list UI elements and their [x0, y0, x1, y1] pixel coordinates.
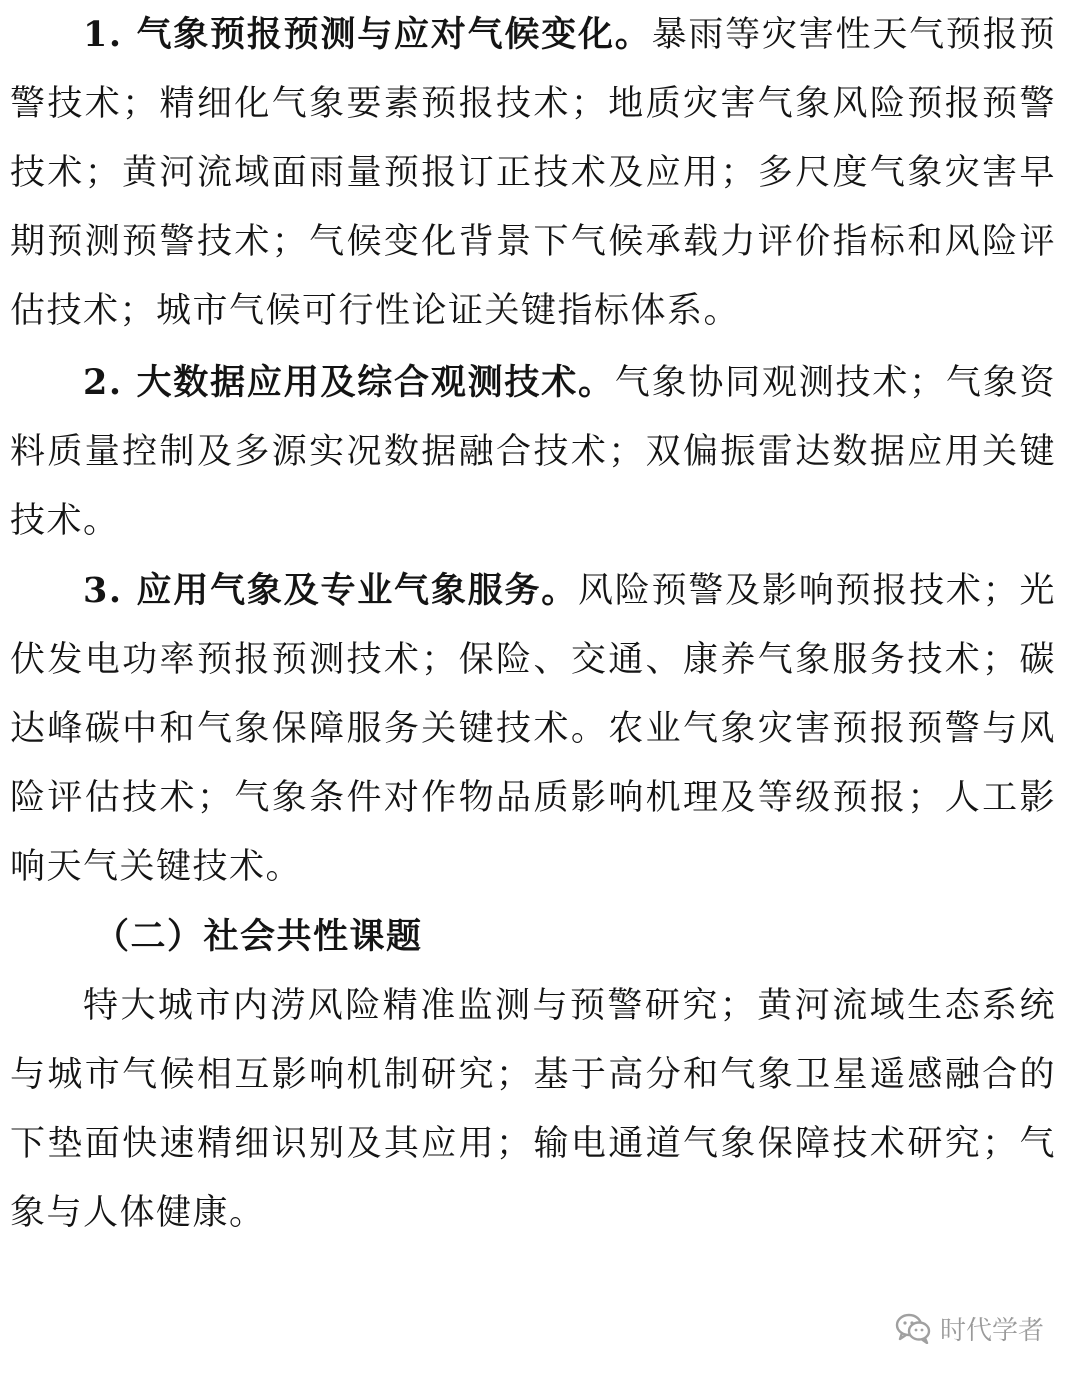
paragraph-heading: 2. 大数据应用及综合观测技术。 — [83, 362, 615, 403]
paragraph-big-data — [10, 348, 1056, 556]
wechat-icon — [894, 1312, 932, 1344]
paragraph-social-topics: 特大城市内涝风险精准监测与预警研究；黄河流域生态系统与城市气候相互影响机制研究；基于高分和气象卫星遥感融合的下垫面快速精细识别及其应用；输电通道气象保障技术研究；气象与人体健康。 — [10, 986, 1056, 1233]
paragraph-body: 风险预警及影响预报技术；光伏发电功率预报预测技术；保险、交通、康养气象服务技术；碳达峰碳中和气象保障服务关键技术。农业气象灾害预报预警与风险评估技术；气象条件对作物品质影响机理及等级预报；人工影响天气关键技术。 — [10, 571, 1056, 887]
paragraph-heading: 3. 应用气象及专业气象服务。 — [83, 570, 578, 611]
paragraph-weather-forecast — [10, 0, 1056, 346]
paragraph-body: 暴雨等灾害性天气预报预警技术；精细化气象要素预报技术；地质灾害气象风险预报预警技术；黄河流域面雨量预报订正技术及应用；多尺度气象灾害早期预测预警技术；气候变化背景下气候承载力评价指标和风险评估技术；城市气候可行性论证关键指标体系。 — [10, 15, 1056, 331]
paragraph-body: 气象协同观测技术；气象资料质量控制及多源实况数据融合技术；双偏振雷达数据应用关键技术。 — [10, 363, 1056, 541]
watermark — [894, 1308, 1044, 1348]
paragraph-heading: 1. 气象预报预测与应对气候变化。 — [83, 14, 652, 55]
section-title: （二）社会共性课题 — [94, 916, 423, 957]
paragraph-applied-meteorology — [10, 556, 1056, 902]
watermark-text: 时代学者 — [939, 1315, 1044, 1346]
